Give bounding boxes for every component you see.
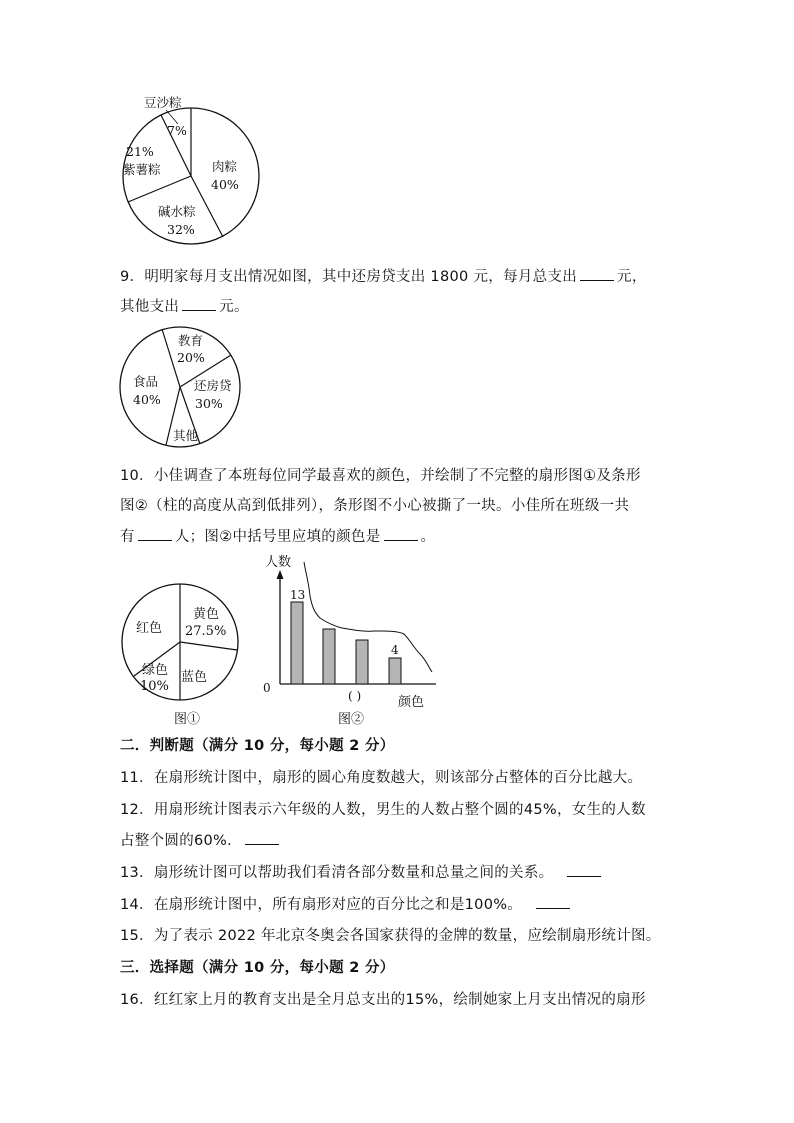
zongzi-pie-chart <box>118 92 268 252</box>
q12-blank[interactable] <box>245 830 279 845</box>
label-rou: 肉粽 <box>212 159 238 174</box>
q10-line3 <box>120 526 435 547</box>
pct-food: 40% <box>133 392 161 407</box>
pct-zishu: 21% <box>126 144 154 159</box>
expense-pie-chart <box>118 324 248 452</box>
label-zishu: 紫薯粽 <box>123 162 161 177</box>
color-pie-chart <box>118 580 243 705</box>
q9-line2-suffix: 元。 <box>219 299 249 315</box>
label-other: 其他 <box>173 428 199 443</box>
q14-text: 14．在扇形统计图中，所有扇形对应的百分比之和是100%。 <box>120 897 523 913</box>
q9-other-blank[interactable] <box>182 296 216 311</box>
bar-paren: ( ) <box>348 689 362 703</box>
q14-blank[interactable] <box>536 894 570 909</box>
label-red: 红色 <box>136 621 163 636</box>
q10-line2: 图②（柱的高度从高到低排列），条形图不小心被撕了一块。小佳所在班级一共 <box>120 498 630 514</box>
q10-line3-prefix: 有 <box>120 529 135 545</box>
label-loan: 还房贷 <box>194 378 232 393</box>
q10-line3-suffix: 。 <box>420 529 436 545</box>
q13-blank[interactable] <box>567 862 601 877</box>
label-yellow: 黄色 <box>193 607 220 622</box>
bar-1-label: 13 <box>290 588 306 602</box>
label-edu: 教育 <box>178 333 204 348</box>
pct-jianshui: 32% <box>167 222 195 237</box>
q15: 15．为了表示 2022 年北京冬奥会各国家获得的金牌的数量，应绘制扇形统计图。 <box>120 928 661 944</box>
q9-line1-prefix: 9．明明家每月支出情况如图，其中还房贷支出 1800 元，每月总支出 <box>120 269 578 285</box>
bar-origin: 0 <box>263 681 271 695</box>
q12-line2 <box>120 830 282 851</box>
q14 <box>120 894 573 915</box>
bar-2 <box>323 629 335 684</box>
bar-ylabel: 人数 <box>265 555 292 570</box>
q10-color-blank[interactable] <box>384 526 418 541</box>
q13-text: 13．扇形统计图可以帮助我们看清各部分数量和总量之间的关系。 <box>120 865 554 881</box>
bar-4-label: 4 <box>391 643 399 657</box>
pct-edu: 20% <box>177 350 205 365</box>
bar-4 <box>389 658 401 684</box>
q9-line2-prefix: 其他支出 <box>120 299 180 315</box>
label-blue: 蓝色 <box>181 670 208 685</box>
bar-3 <box>356 640 368 684</box>
pct-rou: 40% <box>211 177 239 192</box>
caption-fig1: 图① <box>174 712 201 727</box>
q9-line2 <box>120 296 249 317</box>
label-dousha: 豆沙粽 <box>144 95 182 110</box>
q9-line1 <box>120 266 647 287</box>
bar-xlabel: 颜色 <box>398 695 425 710</box>
color-bar-chart <box>260 550 440 710</box>
section2-title: 二．判断题（满分 10 分，每小题 2 分） <box>120 738 395 754</box>
q10-line1: 10．小佳调查了本班每位同学最喜欢的颜色，并绘制了不完整的扇形图①及条形 <box>120 468 641 484</box>
bar-1 <box>291 602 303 684</box>
pct-loan: 30% <box>195 396 223 411</box>
section3-title: 三．选择题（满分 10 分，每小题 2 分） <box>120 960 395 976</box>
label-green: 绿色 <box>142 663 169 678</box>
q10-line3-mid: 人；图②中括号里应填的颜色是 <box>174 529 381 545</box>
q12-line2-text: 占整个圆的60%． <box>120 833 242 849</box>
q9-line1-suffix: 元， <box>617 269 647 285</box>
q13 <box>120 862 604 883</box>
q10-count-blank[interactable] <box>138 526 172 541</box>
pct-yellow: 27.5% <box>185 624 227 639</box>
pct-green: 10% <box>140 679 169 694</box>
q12-line1: 12．用扇形统计图表示六年级的人数，男生的人数占整个圆的45%，女生的人数 <box>120 802 646 818</box>
q9-total-blank[interactable] <box>580 266 614 281</box>
label-jianshui: 碱水粽 <box>158 204 196 219</box>
q16: 16．红红家上月的教育支出是全月总支出的15%，绘制她家上月支出情况的扇形 <box>120 992 646 1008</box>
caption-fig2: 图② <box>338 712 365 727</box>
pct-dousha: 7% <box>167 123 187 138</box>
q11: 11．在扇形统计图中，扇形的圆心角度数越大，则该部分占整体的百分比越大。 <box>120 770 643 786</box>
label-food: 食品 <box>133 374 159 389</box>
